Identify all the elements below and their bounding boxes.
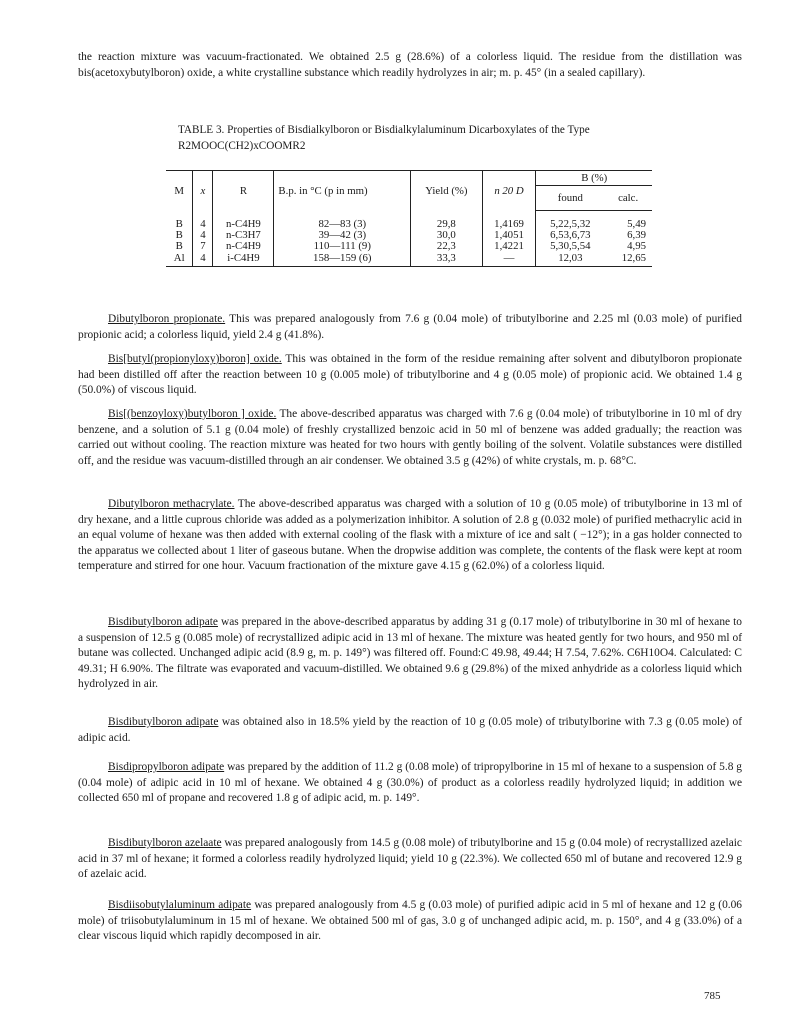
section-paragraph <box>78 497 742 575</box>
section-body: was prepared in the above-described apparatus by adding 31 g (0.17 mole) of tributylborine in 30 ml of hexane to a suspension of 12.5 g (0.085 mole) of recrystallized adipic acid in 13 ml of hexane. The mixture was heated gently for two hours, and 950 ml of butane was collected. Unchanged adipic acid (8.9 g, m. p. 149°) was filtered off. Found:C 49.98, 49.44; H 7.54, 7.62%. C6H10O4. Calculated: C 49.31; H 6.90%. The filtrate was evaporated and vacuum-distilled. We obtained 9.6 g (29.8%) of the mixed anhydride as a colorless liquid which hydrolyzed in air. <box>78 616 742 691</box>
cell-x: 4 <box>193 211 213 231</box>
section-title: Bisdibutylboron adipate <box>108 716 219 728</box>
section-paragraph <box>78 615 742 693</box>
cell-x: 4 <box>193 253 213 267</box>
cell-r: i-C4H9 <box>213 253 274 267</box>
cell-bp: 158—159 (6) <box>274 253 411 267</box>
section-title: Dibutylboron propionate. <box>108 313 226 325</box>
section-paragraph <box>78 898 742 945</box>
table-row <box>166 241 652 252</box>
col-header-b: B (%) <box>536 171 652 186</box>
section-title: Dibutylboron methacrylate. <box>108 498 235 510</box>
section-body: The above-described apparatus was charged with a solution of 10 g (0.05 mole) of tributylborine in 13 ml of dry hexane, and a little cuprous chloride was added as a polymerization inhibitor. A solution of 2.8 g (0.032 mole) of purified methacrylic acid in an equal volume of hexane was then added with external cooling of the flask with a mixture of ice and salt ( −12°); in a gas holder connected to the apparatus we collected about 1 liter of gaseous butane. When the dropwise addition was complete, the contents of the flask were kept at room temperature and stirred for one hour. Vacuum fractionation of the mixture gave 4.15 g (62.0%) of a colorless liquid. <box>78 498 742 573</box>
cell-nd: 1,4169 <box>482 211 536 231</box>
section-paragraph <box>78 836 742 883</box>
col-header-x: x <box>193 171 213 211</box>
section-title: Bisdibutylboron azelaate <box>108 837 222 849</box>
cell-r: n-C3H7 <box>213 230 274 241</box>
cell-r: n-C4H9 <box>213 241 274 252</box>
cell-m: B <box>175 240 183 253</box>
section-body: was prepared by the addition of 11.2 g (0.08 mole) of tripropylborine in 15 ml of hexane to a suspension of 5.8 g (0.04 mole) of adipic acid in 10 ml of hexane. We obtained 4 g (30.0%) of product as a colorless readily hydrolyzed liquid; in addition we collected 650 ml of propane and recovered 1.8 g of adipic acid, m. p. 149°. <box>78 761 742 805</box>
section-paragraph <box>78 352 742 399</box>
col-header-yield: Yield (%) <box>411 171 482 211</box>
section-body: was obtained also in 18.5% yield by the reaction of 10 g (0.05 mole) of tributylborine with 7.3 g (0.05 mole) of adipic acid. <box>78 716 742 744</box>
cell-yield: 33,3 <box>411 253 482 267</box>
col-header-bp: B.p. in °C (p in mm) <box>274 171 411 211</box>
table-row <box>166 211 652 231</box>
section-paragraph <box>78 760 742 807</box>
properties-table <box>166 170 652 267</box>
intro-paragraph: the reaction mixture was vacuum-fractionated. We obtained 2.5 g (28.6%) of a colorless liquid. The residue from the distillation was bis(acetoxybutylboron) oxide, a white crystalline substance which readily hydrolyzes in air; m. p. 45° (in a sealed capillary). <box>78 51 742 79</box>
section-body: The above-described apparatus was charged with 7.6 g (0.04 mole) of tributylborine in 10 ml of dry benzene, and a solution of 5.1 g (0.04 mole) of freshly crystallized benzoic acid in 50 ml of benzene was added gradually; the reaction was carried out without cooling. The reaction mixture was heated for two hours with gently boiling of the solvent. Volatile substances were distilled off, and the residue was vacuum-distilled through an air condenser. We obtained 3.5 g (42%) of white crystals, m. p. 68°C. <box>78 408 742 467</box>
section-title: Bis[butyl(propionyloxy)boron] oxide. <box>108 353 282 365</box>
cell-found: 5,30,5,54 <box>536 241 604 252</box>
cell-yield: 30,0 <box>411 230 482 241</box>
cell-bp: 39—42 (3) <box>274 230 411 241</box>
cell-x: 4 <box>193 230 213 241</box>
col-header-m: M <box>166 171 193 211</box>
cell-calc: 4,95 <box>627 240 646 253</box>
cell-m: B <box>175 229 183 242</box>
cell-calc: 6,39 <box>627 229 646 242</box>
cell-yield: 29,8 <box>411 211 482 231</box>
table-caption: TABLE 3. Properties of Bisdialkylboron or Bisdialkylaluminum Dicarboxylates of the Type R2MOOC(CH2)xCOOMR2 <box>178 124 590 152</box>
cell-bp: 82—83 (3) <box>274 211 411 231</box>
cell-found: 12,03 <box>536 253 604 267</box>
section-title: Bis[(benzoyloxy)butylboron ] oxide. <box>108 408 277 420</box>
cell-nd: 1,4221 <box>482 241 536 252</box>
col-header-found: found <box>536 186 604 211</box>
section-body: was prepared analogously from 14.5 g (0.08 mole) of tributylborine and 15 g (0.04 mole) of recrystallized azelaic acid in 37 ml of hexane; it formed a colorless readily hydrolyzed liquid; yield 10 g (22.3%). We collected 650 ml of butane and recovered 12.9 g of azelaic acid. <box>78 837 742 881</box>
section-title: Bisdiisobutylaluminum adipate <box>108 899 252 911</box>
cell-m: Al <box>166 253 193 267</box>
col-header-calc: calc. <box>604 186 652 211</box>
page-number: 785 <box>704 990 721 1002</box>
section-body: This was prepared analogously from 7.6 g (0.04 mole) of tributylborine and 2.25 ml (0.03 mole) of purified propionic acid; a colorless liquid, yield 2.4 g (41.8%). <box>78 313 742 341</box>
cell-calc: 5,49 <box>627 218 646 230</box>
cell-calc: 12,65 <box>604 253 652 267</box>
table-row <box>166 253 652 267</box>
cell-r: n-C4H9 <box>213 211 274 231</box>
section-title: Bisdibutylboron adipate <box>108 616 218 628</box>
cell-m: B <box>175 217 183 230</box>
cell-yield: 22,3 <box>411 241 482 252</box>
section-title: Bisdipropylboron adipate <box>108 761 225 773</box>
cell-bp: 110—111 (9) <box>274 241 411 252</box>
section-body: This was obtained in the form of the residue remaining after solvent and dibutylboron propionate had been distilled off after the reaction between 10 g (0.005 mole) of tributylborine and 4 g (0.05 mole) of propionic acid. We obtained 1.4 g (50.0%) of viscous liquid. <box>78 353 742 397</box>
cell-found: 6,53,6,73 <box>536 230 604 241</box>
cell-nd: 1,4051 <box>482 230 536 241</box>
cell-nd: — <box>482 253 536 267</box>
col-header-nd: n 20 D <box>482 171 536 211</box>
section-paragraph <box>78 312 742 343</box>
section-paragraph <box>78 715 742 746</box>
cell-x: 7 <box>193 241 213 252</box>
section-body: was prepared analogously from 4.5 g (0.03 mole) of purified adipic acid in 5 ml of hexane and 12 g (0.06 mole) of triisobutylaluminum in 15 ml of hexane. We obtained 500 ml of gas, 3.0 g of unchanged adipic acid, m. p. 150°, and 4 g (33.0%) of a clear viscous liquid which rapidly decomposed in air. <box>78 899 742 943</box>
section-paragraph <box>78 407 742 469</box>
cell-found: 5,22,5,32 <box>536 211 604 231</box>
col-header-r: R <box>213 171 274 211</box>
